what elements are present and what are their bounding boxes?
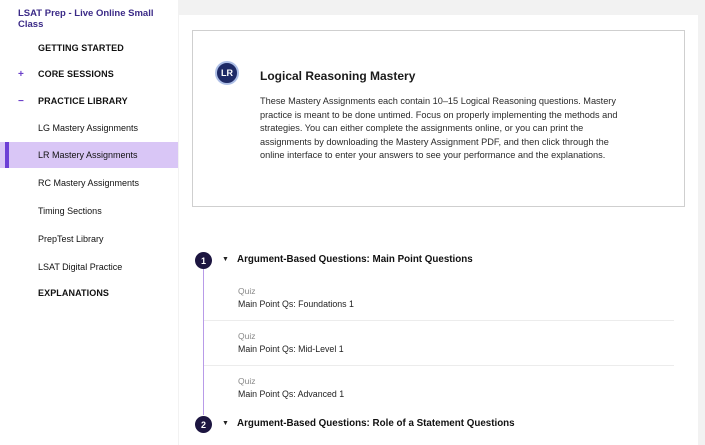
section-title[interactable]: Argument-Based Questions: Role of a Statement Questions: [237, 418, 515, 429]
divider: [204, 365, 674, 366]
sidebar: [0, 0, 178, 445]
sidebar-item-label: LR Mastery Assignments: [38, 150, 138, 160]
expand-icon[interactable]: +: [18, 68, 24, 80]
sidebar-item-getting-started[interactable]: [0, 35, 178, 61]
sidebar-item-label: LSAT Digital Practice: [38, 262, 123, 272]
sidebar-item-practice-library[interactable]: [0, 88, 178, 114]
quiz-type-label: Quiz: [238, 376, 256, 386]
sidebar-item-label: LG Mastery Assignments: [38, 123, 139, 133]
sidebar-item-core-sessions[interactable]: [0, 61, 178, 87]
course-title[interactable]: LSAT Prep - Live Online Small Class: [18, 8, 154, 30]
sidebar-item-label: CORE SESSIONS: [38, 69, 114, 79]
sidebar-item-label: EXPLANATIONS: [38, 288, 110, 298]
card-title: Logical Reasoning Mastery: [260, 69, 416, 83]
step-number-badge: 2: [195, 416, 212, 433]
card-description: These Mastery Assignments each contain 10–15 Logical Reasoning questions. Mastery practice is meant to be done untimed. Focus on properly implementing the methods and strategies. You can either complete the assignments online, or you can print the assignments by downloading the Mastery Assignment PDF, and then click through the online interface to enter your answers to see your performance and the explanations.: [260, 96, 618, 160]
sidebar-item-lg-mastery[interactable]: [0, 115, 178, 141]
sidebar-item-explanations[interactable]: [0, 280, 178, 306]
divider: [204, 320, 674, 321]
intro-card: [192, 30, 685, 207]
timeline-line: [203, 265, 204, 415]
sidebar-item-label: GETTING STARTED: [38, 43, 124, 53]
sidebar-item-timing-sections[interactable]: [0, 198, 178, 224]
caret-down-icon[interactable]: ▼: [222, 420, 229, 427]
sidebar-item-lsat-digital-practice[interactable]: [0, 254, 178, 280]
caret-down-icon[interactable]: ▼: [222, 256, 229, 263]
step-number-badge: 1: [195, 252, 212, 269]
main-content: [179, 15, 698, 445]
quiz-link[interactable]: Main Point Qs: Advanced 1: [238, 389, 345, 399]
sidebar-item-label: Timing Sections: [38, 206, 102, 216]
collapse-icon[interactable]: −: [18, 95, 24, 107]
section-title[interactable]: Argument-Based Questions: Main Point Questions: [237, 254, 473, 265]
sidebar-item-label: RC Mastery Assignments: [38, 178, 140, 188]
quiz-link[interactable]: Main Point Qs: Mid-Level 1: [238, 344, 344, 354]
quiz-link[interactable]: Main Point Qs: Foundations 1: [238, 299, 354, 309]
sidebar-item-label: PrepTest Library: [38, 234, 104, 244]
sidebar-item-rc-mastery[interactable]: [0, 170, 178, 196]
quiz-type-label: Quiz: [238, 331, 256, 341]
sidebar-item-label: PRACTICE LIBRARY: [38, 96, 128, 106]
sidebar-item-preptest-library[interactable]: [0, 226, 178, 252]
sidebar-item-lr-mastery[interactable]: [0, 142, 178, 168]
quiz-type-label: Quiz: [238, 286, 256, 296]
lr-badge-icon: LR: [215, 61, 239, 85]
